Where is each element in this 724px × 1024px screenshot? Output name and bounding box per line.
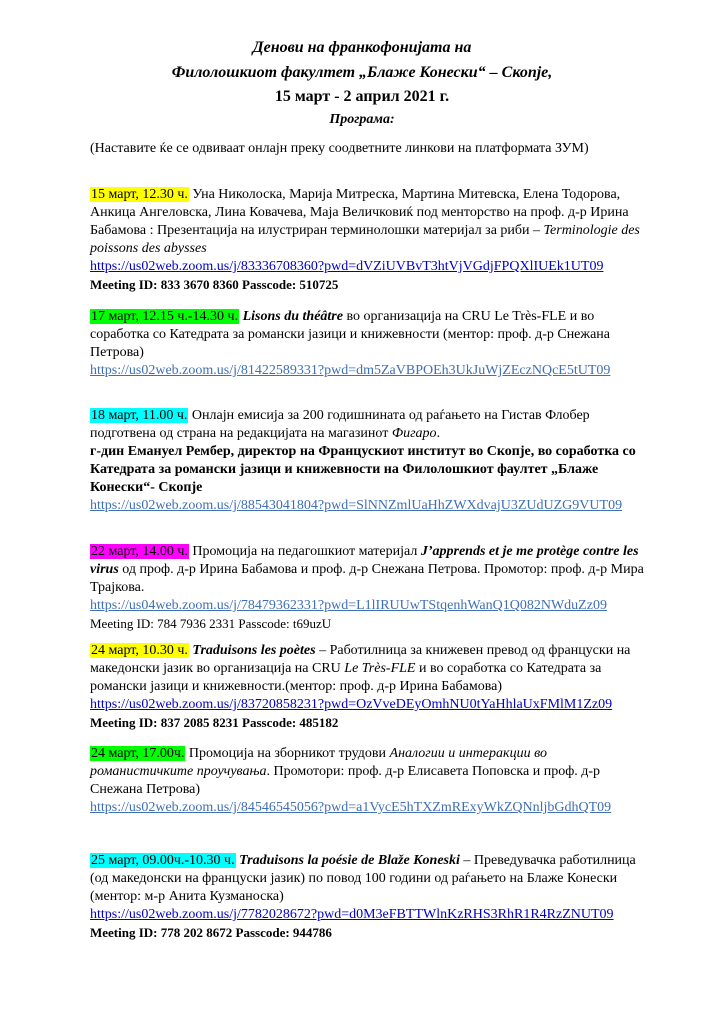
program-entry-4 bbox=[90, 543, 650, 633]
entry-text: во организација на bbox=[346, 309, 462, 324]
entry-text-end: . bbox=[436, 426, 441, 441]
entry-date: 25 март, 09.00ч.-10.30 ч. bbox=[91, 853, 235, 868]
program-entry-2 bbox=[90, 308, 650, 380]
entry-text: – Преведувачка работилница (од македонски на француски јазик) по повод 100 години од раѓањето на Блаже Конески (ментор: м-р Анита Кузманоска) bbox=[90, 853, 636, 904]
entry-text-cont: и во соработка со Катедрата за романски јазици и книжевности.(ментор: проф. д-р Ирина Бабамова) bbox=[90, 661, 602, 694]
online-note: (Наставите ќе се одвиваат онлајн преку соодветните линкови на платформата ЗУМ) bbox=[90, 141, 589, 156]
entry-text-cont: од проф. д-р Ирина Бабамова и проф. д-р Снежана Петрова. Промотор: проф. д-р Мира Трајкова. bbox=[90, 562, 644, 595]
zoom-link[interactable]: https://us02web.zoom.us/j/83336708360?pwd=dVZiUVBvT3htVjVGdjFPQXlIUEk1UT09 bbox=[90, 259, 604, 274]
program-entry-3 bbox=[90, 407, 650, 515]
zoom-link[interactable]: https://us02web.zoom.us/j/84546545056?pwd=a1VycE5hTXZmRExyWkZQNnljbGdhQT09 bbox=[90, 800, 612, 815]
meeting-info: Meeting ID: 784 7936 2331 Passcode: t69uzU bbox=[90, 616, 332, 631]
zoom-link[interactable]: https://us02web.zoom.us/j/81422589331?pwd=dm5ZaVBPOEh3UkJuWjZEczNQcE5tUT09 bbox=[90, 363, 611, 378]
program-entry-1 bbox=[90, 186, 650, 294]
program-entry-7 bbox=[90, 852, 650, 942]
entry-title: Terminologie des poissons des abysses bbox=[90, 223, 640, 256]
program-entry-5 bbox=[90, 642, 650, 732]
entry-text-cont: и во соработка со Катедрата за романски јазици и книжевности (ментор: проф. д-р Снежана Петрова) bbox=[90, 309, 610, 360]
zoom-link[interactable]: https://us02web.zoom.us/j/83720858231?pwd=OzVveDEyOmhNU0tYaHhlaUxFMlM1Zz09 bbox=[90, 697, 613, 712]
program-heading: Програма: bbox=[329, 112, 395, 127]
entry-magazine: Фигаро bbox=[391, 426, 437, 441]
entry-title: Аналогии и интеракции во романистичките проучувања bbox=[90, 746, 547, 779]
meeting-info: Meeting ID: 833 3670 8360 Passcode: 510725 bbox=[90, 277, 339, 292]
meeting-info: Meeting ID: 837 2085 8231 Passcode: 485182 bbox=[90, 715, 339, 730]
entry-date: 22 март, 14.00 ч. bbox=[91, 544, 188, 559]
zoom-link[interactable]: https://us04web.zoom.us/j/78479362331?pwd=L1lIRUUwTStqenhWanQ1Q082NWduZz09 bbox=[90, 598, 607, 613]
entry-title: Traduisons la poésie de Blaže Koneski bbox=[235, 853, 460, 868]
entry-text-cont: . Промотори: проф. д-р Елисавета Поповска и проф. д-р Снежана Петрова) bbox=[90, 764, 601, 797]
entry-text: – Работилница за книжевен превод од француски на македонски јазик во организација на CRU bbox=[90, 643, 631, 676]
entry-text: Промоција на зборникот трудови bbox=[185, 746, 390, 761]
header-title-line2: Филолошкиот факултет „Блаже Конески“ – Скопје, bbox=[171, 64, 553, 81]
entry-date: 24 март, 10.30 ч. bbox=[91, 643, 188, 658]
entry-title: J’apprends et je me protège contre les virus bbox=[90, 544, 639, 577]
entry-date: 18 март, 11.00 ч. bbox=[91, 408, 188, 423]
entry-title: Lisons du théâtre bbox=[239, 309, 347, 324]
entry-date: 24 март, 17.00ч. bbox=[91, 746, 185, 761]
entry-text: Уна Николоска, Марија Митреска, Мартина Митевска, Елена Тодорова, Анкица Ангеловска, Лина Ковачева, Маја Величковиќ под менторство на проф. д-р Ирина Бабамова : Презентација на илустриран терминолошки материјал за риби – bbox=[90, 187, 629, 238]
zoom-link[interactable]: https://us02web.zoom.us/j/88543041804?pwd=SlNNZmlUaHhZWXdvajU3ZUdUZG9VUT09 bbox=[90, 498, 623, 513]
entry-organizer: г-дин Емануел Рембер, директор на Францускиот институт во Скопје, во соработка со Катедрата за романски јазици и книжевности на Филолошкиот фаултет „Блаже Конески“- Скопје bbox=[90, 444, 636, 495]
entry-org: Le Très-FLE bbox=[344, 661, 416, 676]
entry-text: Онлајн емисија за 200 годишнината од раѓањето на Гистав Флобер подготвена од страна на редакцијата на магазинот bbox=[90, 408, 590, 441]
meeting-info: Meeting ID: 778 202 8672 Passcode: 944786 bbox=[90, 925, 332, 940]
header-date-range: 15 март - 2 април 2021 г. bbox=[274, 88, 450, 105]
zoom-link[interactable]: https://us02web.zoom.us/j/7782028672?pwd=d0M3eFBTTWlnKzRHS3RhR1R4RzZNUT09 bbox=[90, 907, 614, 922]
entry-org: CRU Le Très-FLE bbox=[461, 309, 567, 324]
entry-date: 17 март, 12.15 ч.-14.30 ч. bbox=[91, 309, 239, 324]
entry-date: 15 март, 12.30 ч. bbox=[91, 187, 188, 202]
entry-title: Traduisons les poètes bbox=[188, 643, 316, 658]
entry-text: Промоција на педагошкиот материјал bbox=[188, 544, 421, 559]
program-entry-6 bbox=[90, 745, 650, 817]
header-title-line1: Денови на франкофонијата на bbox=[252, 39, 472, 56]
